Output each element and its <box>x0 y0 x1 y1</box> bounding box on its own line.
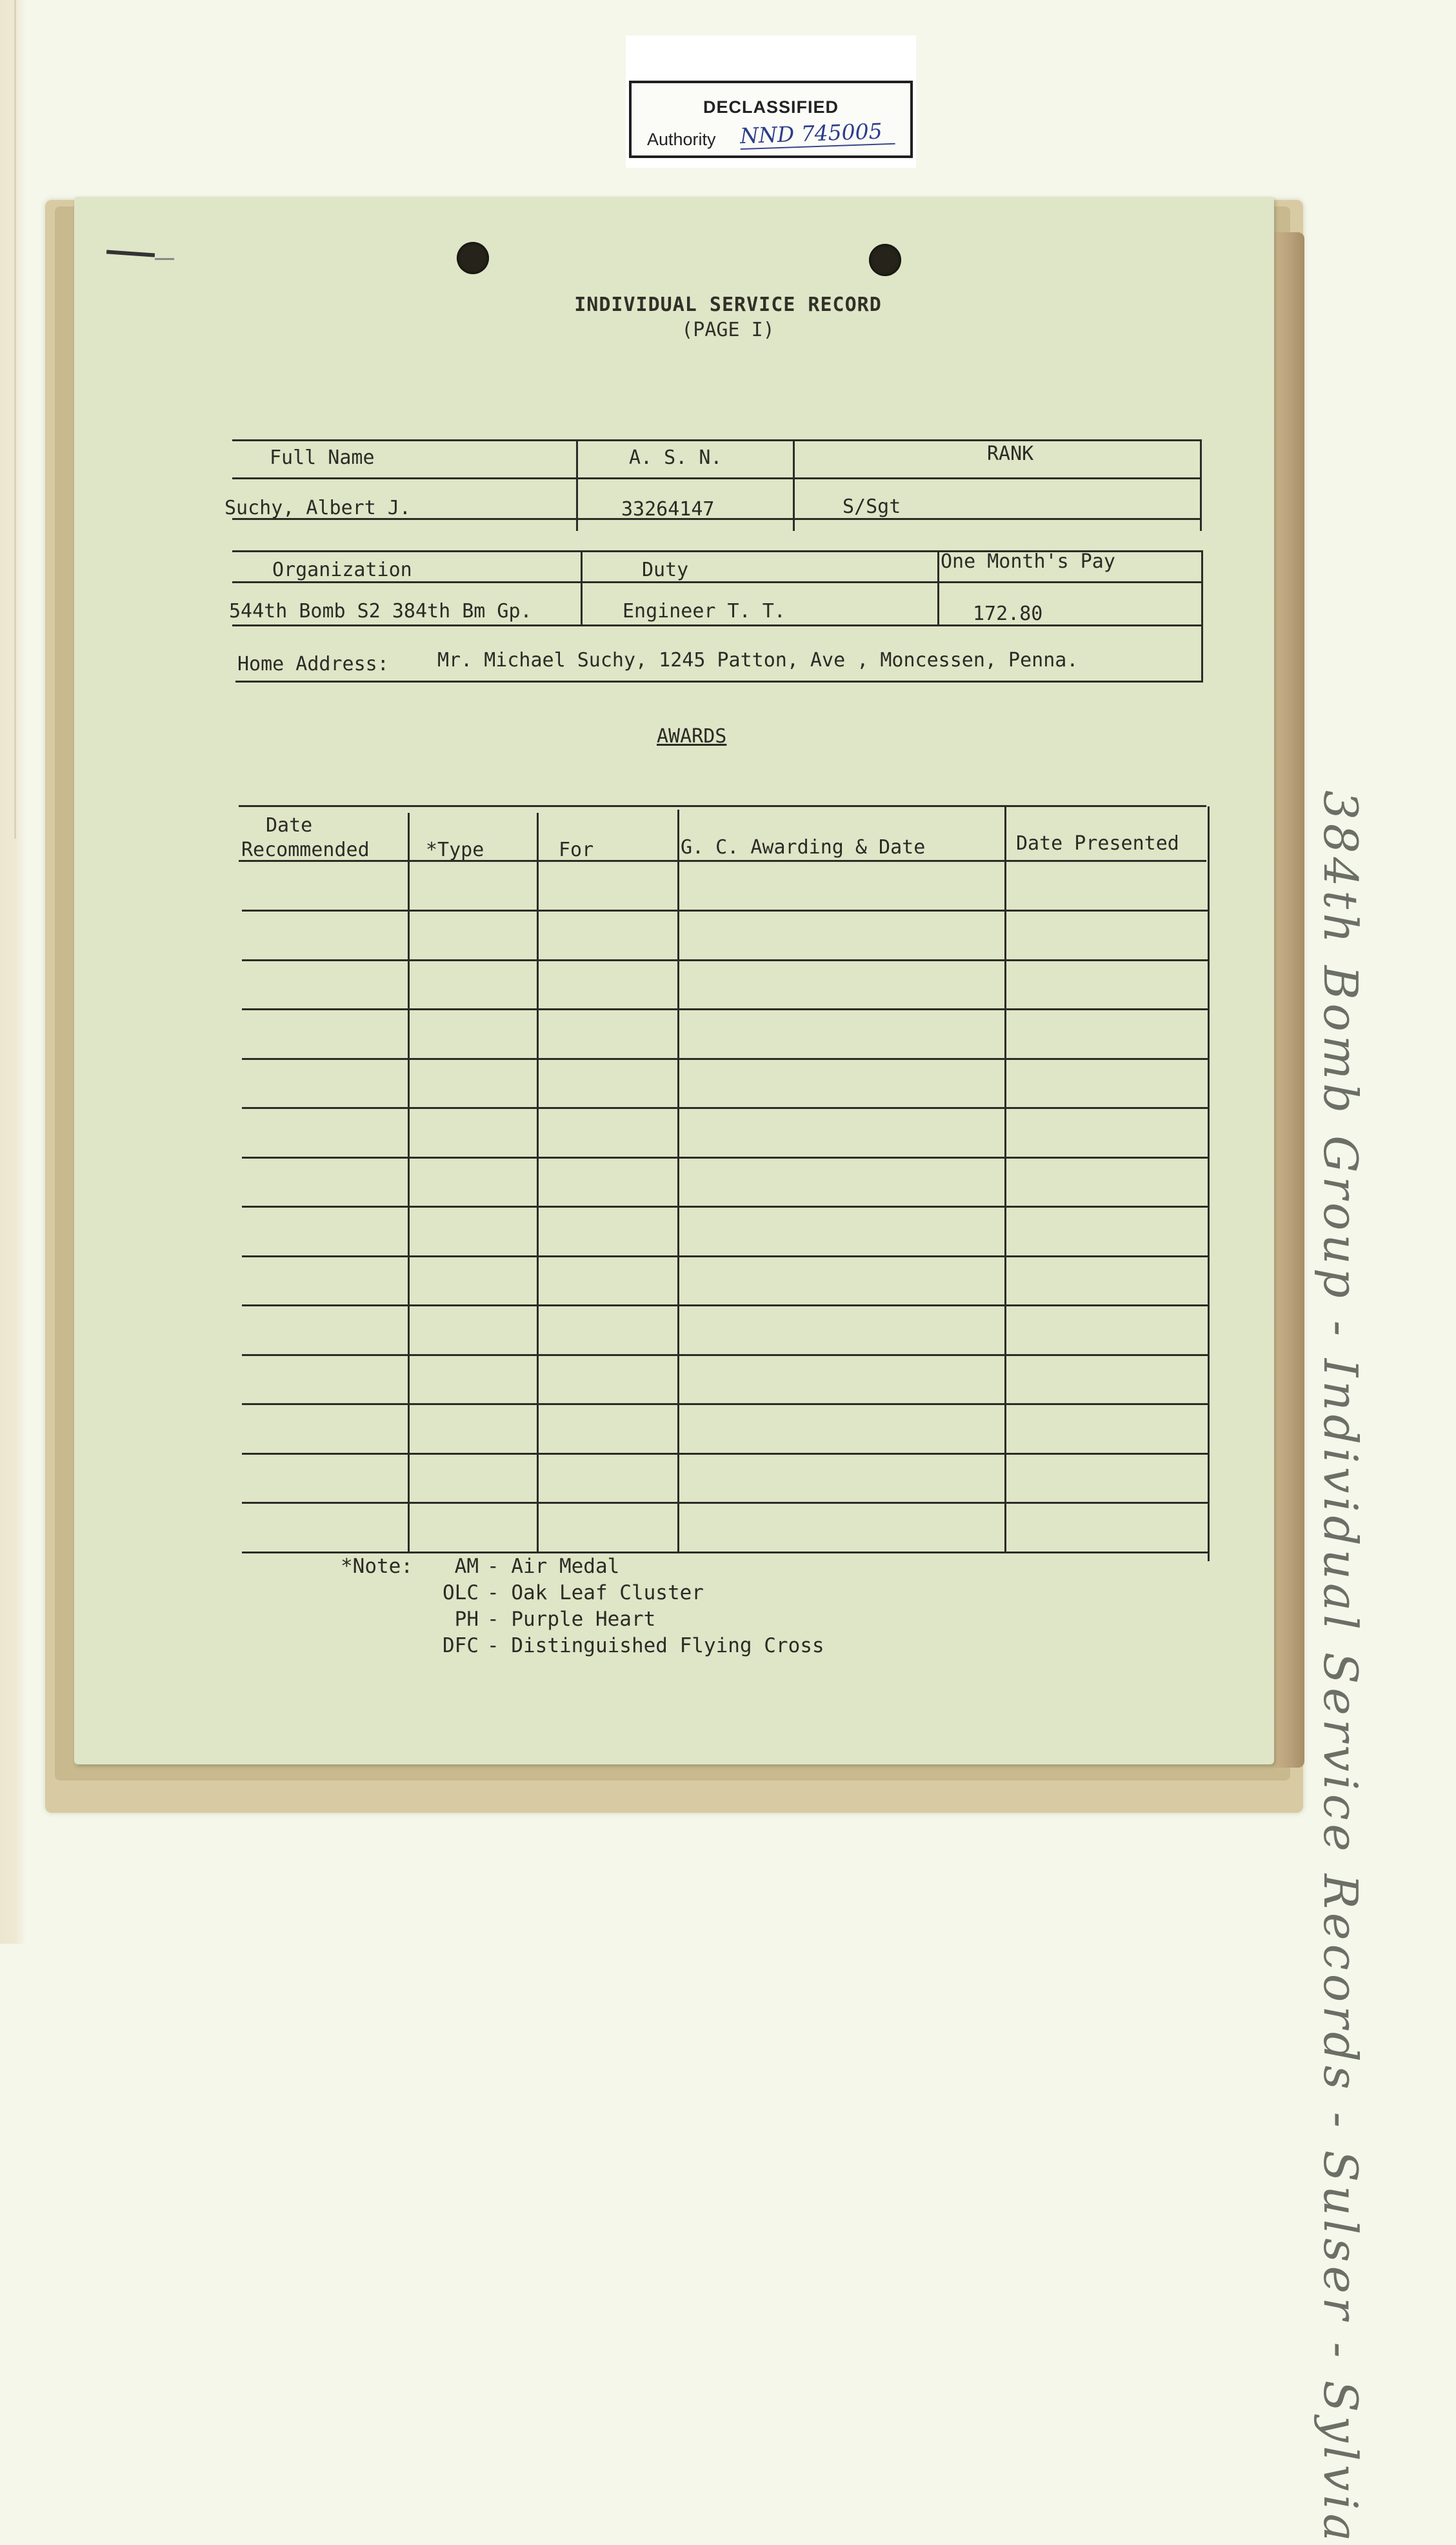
col-for: For <box>559 839 594 861</box>
note-description: - Distinguished Flying Cross <box>487 1634 824 1657</box>
award-row-rule <box>242 1354 1210 1356</box>
rule <box>232 439 1200 441</box>
award-row-rule <box>242 910 1210 912</box>
stamp-authority-label: Authority <box>647 130 716 149</box>
home-address-value: Mr. Michael Suchy, 1245 Patton, Ave , Moncessen, Penna. <box>437 649 1079 672</box>
declassified-stamp <box>629 81 913 158</box>
rule <box>239 860 1206 862</box>
full-name-label: Full Name <box>270 446 375 469</box>
note-abbreviation: AM <box>454 1555 479 1578</box>
rule <box>537 813 539 1552</box>
col-gc-awarding-date: G. C. Awarding & Date <box>681 836 926 859</box>
rule <box>576 439 578 531</box>
col-date-recommended-line1: Date <box>266 814 313 837</box>
note-abbreviation: OLC <box>443 1581 479 1604</box>
record-sheet <box>74 197 1274 1764</box>
award-row-rule <box>242 1157 1210 1159</box>
rank-label: RANK <box>987 443 1034 465</box>
rule <box>232 581 1203 583</box>
award-row-rule <box>242 959 1210 961</box>
punch-hole-right <box>869 244 901 276</box>
note-label: *Note: <box>341 1555 413 1578</box>
full-name-value: Suchy, Albert J. <box>224 497 411 519</box>
award-row-rule <box>242 1502 1210 1504</box>
rule <box>1200 439 1202 531</box>
pencil-mark-small <box>155 258 174 260</box>
stamp-title: DECLASSIFIED <box>703 97 839 117</box>
rule <box>1004 806 1006 1552</box>
punch-hole-left <box>457 242 489 274</box>
col-date-presented: Date Presented <box>1016 832 1179 855</box>
document-page-number: (PAGE I) <box>681 319 775 341</box>
award-row-rule <box>242 1453 1210 1455</box>
rule <box>793 439 795 531</box>
stamp-authority-value: NND 745005 <box>739 118 895 150</box>
document-title: INDIVIDUAL SERVICE RECORD <box>574 294 882 316</box>
award-row-rule <box>242 1206 1210 1208</box>
award-row-rule <box>242 1107 1210 1109</box>
col-date-recommended-line2: Recommended <box>241 839 370 861</box>
rule <box>581 550 583 626</box>
folder-stack-edge <box>1271 232 1304 1768</box>
margin-handwriting: 384th Bomb Group - Individual Service Records - Sulser - Sylvia <box>1313 790 1368 2545</box>
asn-value: 33264147 <box>621 498 715 521</box>
rule <box>232 477 1200 479</box>
left-sheet-line <box>14 0 16 839</box>
awards-heading: AWARDS <box>657 725 727 748</box>
award-row-rule <box>242 1255 1210 1257</box>
col-type: *Type <box>426 839 484 861</box>
pay-value: 172.80 <box>973 603 1043 625</box>
rule <box>239 805 1206 807</box>
rule <box>232 624 1203 626</box>
organization-value: 544th Bomb S2 384th Bm Gp. <box>229 600 532 623</box>
home-address-label: Home Address: <box>237 653 389 675</box>
organization-label: Organization <box>272 559 412 581</box>
note-description: - Purple Heart <box>487 1608 656 1631</box>
asn-label: A. S. N. <box>629 446 723 469</box>
award-row-rule <box>242 1058 1210 1060</box>
award-row-rule <box>242 1403 1210 1405</box>
award-row-rule <box>242 1552 1210 1553</box>
pay-label: One Month's Pay <box>941 550 1115 573</box>
note-abbreviation: DFC <box>443 1634 479 1657</box>
note-abbreviation: PH <box>454 1608 479 1631</box>
award-row-rule <box>242 1008 1210 1010</box>
rule <box>1201 626 1203 681</box>
note-description: - Oak Leaf Cluster <box>487 1581 704 1604</box>
rule <box>235 681 1203 683</box>
rule <box>1201 550 1203 626</box>
rank-value: S/Sgt <box>843 495 901 518</box>
rule <box>677 810 679 1552</box>
duty-label: Duty <box>642 559 689 581</box>
rule <box>408 813 410 1552</box>
award-row-rule <box>242 1304 1210 1306</box>
duty-value: Engineer T. T. <box>623 600 786 623</box>
note-description: - Air Medal <box>487 1555 620 1578</box>
rule <box>937 550 939 626</box>
rule <box>1208 806 1210 1561</box>
left-sheet-edge <box>0 0 26 1944</box>
